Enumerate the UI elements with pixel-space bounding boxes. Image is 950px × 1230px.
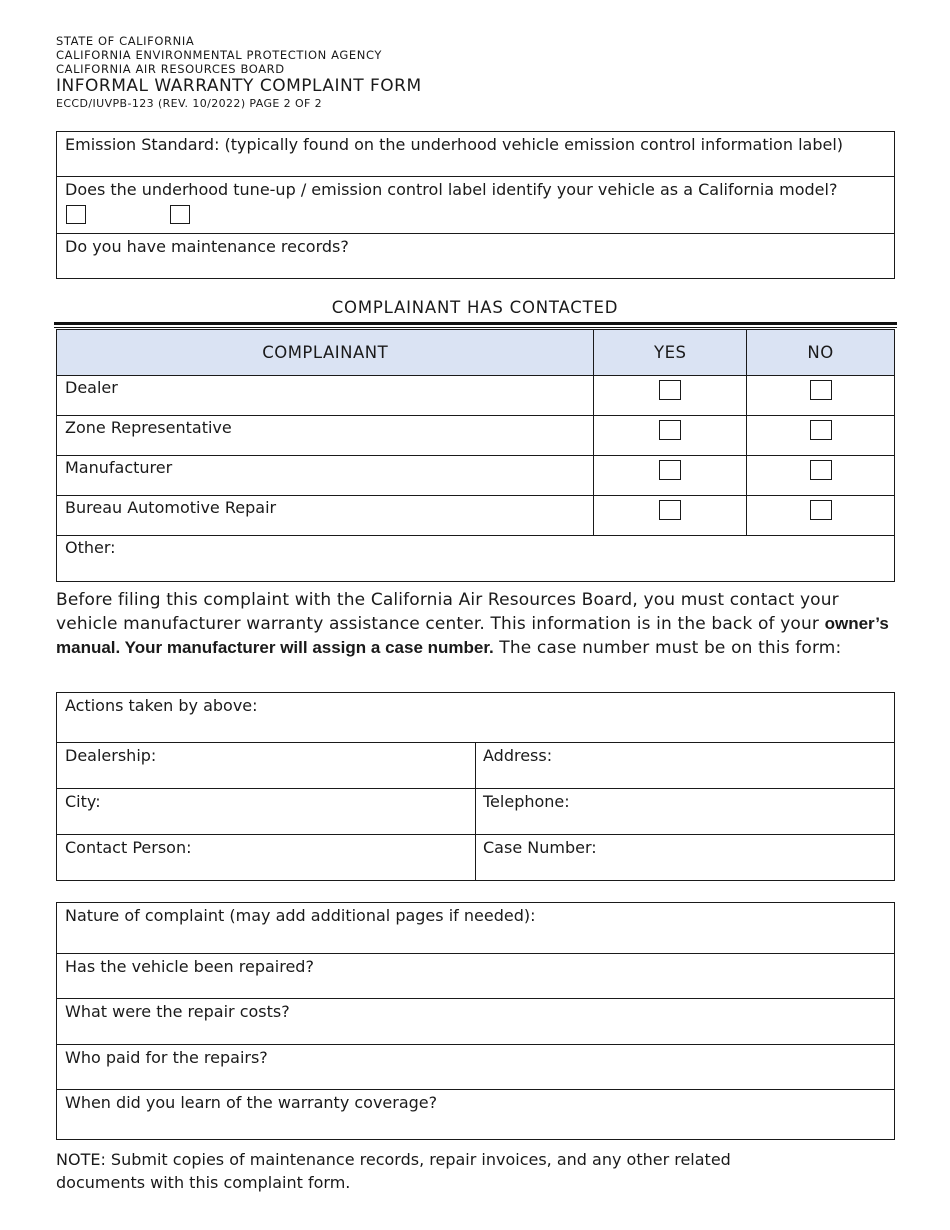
bar-yes-checkbox[interactable] xyxy=(659,500,681,520)
complainant-zone-rep: Zone Representative xyxy=(57,416,594,456)
actions-row[interactable] xyxy=(57,693,894,743)
contact-person-label: Contact Person: xyxy=(65,838,192,857)
contact-row xyxy=(57,835,894,880)
who-paid-label: Who paid for the repairs? xyxy=(65,1048,268,1067)
instructions-text-1: Before filing this complaint with the California Air Resources Board, you must contact your vehicle manufacturer warranty assistance center. This information is in the back of your xyxy=(56,590,839,634)
learned-row[interactable] xyxy=(57,1090,894,1139)
emission-standard-label: Emission Standard: (typically found on the underhood vehicle emission control information label) xyxy=(65,135,844,154)
city-row xyxy=(57,789,894,835)
who-paid-row[interactable] xyxy=(57,1045,894,1090)
note-text: Submit copies of maintenance records, repair invoices, and any other related documents with this complaint form. xyxy=(56,1150,731,1192)
california-model-no-checkbox[interactable] xyxy=(170,205,190,224)
agency-carb: CALIFORNIA AIR RESOURCES BOARD xyxy=(56,62,285,76)
zone-rep-no-checkbox[interactable] xyxy=(810,420,832,440)
agency-state: STATE OF CALIFORNIA xyxy=(56,34,195,48)
form-revision: ECCD/IUVPB-123 (REV. 10/2022) PAGE 2 OF 2 xyxy=(56,97,323,110)
instructions-bold: owner’s manual. Your manufacturer will assign a case number. xyxy=(56,614,889,657)
maintenance-records-row[interactable] xyxy=(57,234,894,278)
instructions-paragraph xyxy=(56,589,901,660)
section-divider-thin xyxy=(54,327,897,328)
contacted-table-header xyxy=(57,330,895,376)
note-label: NOTE: xyxy=(56,1150,106,1169)
nature-label: Nature of complaint (may add additional pages if needed): xyxy=(65,906,536,925)
agency-calepa: CALIFORNIA ENVIRONMENTAL PROTECTION AGENCY xyxy=(56,48,383,62)
repaired-label: Has the vehicle been repaired? xyxy=(65,957,314,976)
address-label: Address: xyxy=(483,746,553,765)
complainant-bar: Bureau Automotive Repair xyxy=(57,496,594,536)
table-row xyxy=(57,416,895,456)
contacted-section-title: COMPLAINANT HAS CONTACTED xyxy=(331,298,619,317)
repair-costs-row[interactable] xyxy=(57,999,894,1045)
dealer-no-checkbox[interactable] xyxy=(810,380,832,400)
complaint-box xyxy=(56,902,895,1140)
other-row[interactable] xyxy=(57,536,895,582)
dealership-row xyxy=(57,743,894,789)
city-label: City: xyxy=(65,792,101,811)
form-title: INFORMAL WARRANTY COMPLAINT FORM xyxy=(56,76,422,96)
zone-rep-yes-checkbox[interactable] xyxy=(659,420,681,440)
california-model-row xyxy=(57,177,894,234)
col-complainant: COMPLAINANT xyxy=(57,330,594,376)
col-no: NO xyxy=(747,330,895,376)
contacted-table xyxy=(56,329,895,582)
nature-row[interactable] xyxy=(57,903,894,954)
case-number-label: Case Number: xyxy=(483,838,597,857)
dealership-label: Dealership: xyxy=(65,746,157,765)
emission-standard-row[interactable] xyxy=(57,132,894,177)
table-row xyxy=(57,456,895,496)
california-model-yes-checkbox[interactable] xyxy=(66,205,86,224)
dealer-info-box xyxy=(56,692,895,881)
learned-label: When did you learn of the warranty coverage? xyxy=(65,1093,438,1112)
complainant-dealer: Dealer xyxy=(57,376,594,416)
table-row xyxy=(57,496,895,536)
col-yes: YES xyxy=(594,330,747,376)
complainant-manufacturer: Manufacturer xyxy=(57,456,594,496)
manufacturer-yes-checkbox[interactable] xyxy=(659,460,681,480)
section-divider xyxy=(54,322,897,325)
table-row xyxy=(57,376,895,416)
dealer-yes-checkbox[interactable] xyxy=(659,380,681,400)
manufacturer-no-checkbox[interactable] xyxy=(810,460,832,480)
repair-costs-label: What were the repair costs? xyxy=(65,1002,290,1021)
bar-no-checkbox[interactable] xyxy=(810,500,832,520)
instructions-text-2: The case number must be on this form: xyxy=(493,638,842,658)
maintenance-records-label: Do you have maintenance records? xyxy=(65,237,349,256)
telephone-label: Telephone: xyxy=(483,792,570,811)
repaired-row[interactable] xyxy=(57,954,894,999)
actions-label: Actions taken by above: xyxy=(65,696,258,715)
california-model-label: Does the underhood tune-up / emission control label identify your vehicle as a California model? xyxy=(65,180,838,199)
other-field[interactable]: Other: xyxy=(57,536,895,582)
vehicle-info-box xyxy=(56,131,895,279)
note xyxy=(56,1148,816,1194)
